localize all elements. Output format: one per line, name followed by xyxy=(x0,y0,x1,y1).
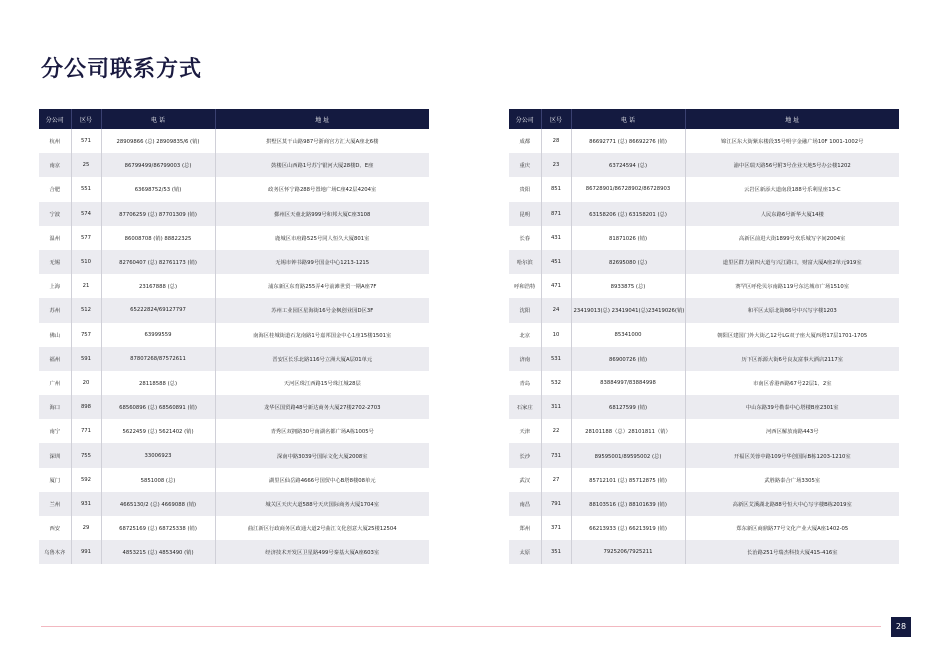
header-phone: 电 话 xyxy=(101,109,215,129)
cell-branch: 深圳 xyxy=(39,443,71,467)
cell-address: 南海区桂城街道石龙南路1号嘉邦国金中心1座15楼1501室 xyxy=(215,323,429,347)
cell-branch: 广州 xyxy=(39,371,71,395)
table-body xyxy=(509,129,899,564)
cell-address: 市南区香港西路67号22层1、2室 xyxy=(685,371,899,395)
table-row xyxy=(39,371,429,395)
cell-branch: 兰州 xyxy=(39,492,71,516)
cell-address: 赛罕区呼伦贝尔南路119号东达城市广场1510室 xyxy=(685,274,899,298)
cell-area-code: 571 xyxy=(71,129,101,153)
cell-phone: 82760407 (总) 82761173 (销) xyxy=(101,250,215,274)
cell-address: 鹿城区市府路525号同人恒久大厦801室 xyxy=(215,226,429,250)
cell-address: 和平区太原北街86号中兴写字楼1203 xyxy=(685,298,899,322)
cell-branch: 北京 xyxy=(509,323,541,347)
cell-area-code: 898 xyxy=(71,395,101,419)
cell-area-code: 731 xyxy=(541,443,571,467)
cell-area-code: 757 xyxy=(71,323,101,347)
page-number: 28 xyxy=(891,617,911,637)
cell-phone: 85341000 xyxy=(571,323,685,347)
table-row xyxy=(509,395,899,419)
cell-area-code: 20 xyxy=(71,371,101,395)
cell-phone: 83884997/83884998 xyxy=(571,371,685,395)
cell-area-code: 791 xyxy=(541,492,571,516)
cell-address: 渝中区瑞天路56号附3号企业天地5号办公楼1202 xyxy=(685,153,899,177)
cell-phone: 7925206/7925211 xyxy=(571,540,685,564)
cell-address: 晋安区长乐北路116号立洲大厦A层01单元 xyxy=(215,347,429,371)
cell-phone: 5622459 (总) 5621402 (销) xyxy=(101,419,215,443)
table-row xyxy=(39,468,429,492)
cell-address: 人民东路6号新华大厦14楼 xyxy=(685,202,899,226)
cell-branch: 青岛 xyxy=(509,371,541,395)
cell-phone: 89595001/89595002 (总) xyxy=(571,443,685,467)
cell-address: 历下区泺源大街6号良友富事大酒店2117室 xyxy=(685,347,899,371)
cell-address: 鼓楼区山西路1号苏宁银河大厦28楼D、E座 xyxy=(215,153,429,177)
table-row xyxy=(509,468,899,492)
cell-branch: 武汉 xyxy=(509,468,541,492)
cell-address: 龙华区国贸路48号新达商务大厦27楼2702-2703 xyxy=(215,395,429,419)
cell-area-code: 532 xyxy=(541,371,571,395)
table-header-row xyxy=(39,109,429,129)
cell-branch: 福州 xyxy=(39,347,71,371)
table-row xyxy=(509,274,899,298)
cell-address: 经济技术开发区卫星路499号秦基大厦A座603室 xyxy=(215,540,429,564)
cell-branch: 太原 xyxy=(509,540,541,564)
cell-branch: 温州 xyxy=(39,226,71,250)
cell-area-code: 577 xyxy=(71,226,101,250)
cell-branch: 郑州 xyxy=(509,516,541,540)
cell-area-code: 351 xyxy=(541,540,571,564)
cell-area-code: 592 xyxy=(71,468,101,492)
cell-branch: 天津 xyxy=(509,419,541,443)
cell-area-code: 24 xyxy=(541,298,571,322)
cell-phone: 63724594 (总) xyxy=(571,153,685,177)
table-row xyxy=(39,419,429,443)
cell-phone: 63698752/53 (销) xyxy=(101,177,215,201)
table-row xyxy=(509,202,899,226)
cell-branch: 长春 xyxy=(509,226,541,250)
cell-branch: 上海 xyxy=(39,274,71,298)
table-row xyxy=(39,274,429,298)
cell-phone: 4853215 (总) 4853490 (销) xyxy=(101,540,215,564)
table-row xyxy=(39,298,429,322)
table-row xyxy=(509,419,899,443)
cell-phone: 68560896 (总) 68560891 (销) xyxy=(101,395,215,419)
header-area-code: 区号 xyxy=(541,109,571,129)
cell-phone: 63158206 (总) 63158201 (总) xyxy=(571,202,685,226)
table-row xyxy=(509,516,899,540)
table-row xyxy=(39,516,429,540)
table-row xyxy=(39,395,429,419)
cell-area-code: 851 xyxy=(541,177,571,201)
cell-branch: 佛山 xyxy=(39,323,71,347)
table-row xyxy=(39,347,429,371)
cell-phone: 88103516 (总) 88101639 (销) xyxy=(571,492,685,516)
cell-area-code: 591 xyxy=(71,347,101,371)
cell-phone: 85712101 (总) 85712875 (销) xyxy=(571,468,685,492)
cell-phone: 23419013(总) 23419041(总)23419026(销) xyxy=(571,298,685,322)
cell-address: 城关区天庆大道588号天庆国际商务大厦1704室 xyxy=(215,492,429,516)
cell-address: 鄞州区天童北路999号和邦大厦C座3108 xyxy=(215,202,429,226)
cell-phone: 28118588 (总) xyxy=(101,371,215,395)
table-row xyxy=(39,226,429,250)
cell-area-code: 551 xyxy=(71,177,101,201)
cell-area-code: 25 xyxy=(71,153,101,177)
cell-phone: 66213933 (总) 66213919 (销) xyxy=(571,516,685,540)
cell-address: 朝阳区建国门外大街乙12号LG双子座大厦西塔17层1701-1705 xyxy=(685,323,899,347)
cell-area-code: 471 xyxy=(541,274,571,298)
cell-branch: 昆明 xyxy=(509,202,541,226)
cell-branch: 合肥 xyxy=(39,177,71,201)
cell-area-code: 311 xyxy=(541,395,571,419)
cell-branch: 呼和浩特 xyxy=(509,274,541,298)
footer-divider xyxy=(41,626,881,627)
table-body xyxy=(39,129,429,564)
table-row xyxy=(39,323,429,347)
cell-address: 深南中路3039号国际文化大厦2008室 xyxy=(215,443,429,467)
cell-address: 云岩区新添大道南段188号乐利星座13-C xyxy=(685,177,899,201)
cell-phone: 82695080 (总) xyxy=(571,250,685,274)
cell-address: 高新区艾溪湖北路88号恒大中心写字楼B栋2019室 xyxy=(685,492,899,516)
cell-address: 曲江新区行政商务区政通大道2号曲江文化创意大厦25楼12504 xyxy=(215,516,429,540)
cell-area-code: 871 xyxy=(541,202,571,226)
cell-branch: 石家庄 xyxy=(509,395,541,419)
cell-area-code: 512 xyxy=(71,298,101,322)
cell-address: 政务区怀宁路288号置地广场C座42层4204室 xyxy=(215,177,429,201)
cell-phone: 28909866 (总) 28909835/6 (销) xyxy=(101,129,215,153)
cell-area-code: 451 xyxy=(541,250,571,274)
header-branch: 分公司 xyxy=(509,109,541,129)
table-row xyxy=(509,492,899,516)
cell-address: 浦东新区东育路255弄4号前滩世贸一期A座7F xyxy=(215,274,429,298)
cell-branch: 哈尔滨 xyxy=(509,250,541,274)
cell-branch: 厦门 xyxy=(39,468,71,492)
cell-phone: 86728901/86728902/86728903 xyxy=(571,177,685,201)
cell-address: 苏州工业园区星海街16号金枫创业园D区3F xyxy=(215,298,429,322)
cell-area-code: 29 xyxy=(71,516,101,540)
cell-phone: 5851008 (总) xyxy=(101,468,215,492)
cell-address: 高新区前进大街1899号欢乐城写字间2004室 xyxy=(685,226,899,250)
cell-branch: 重庆 xyxy=(509,153,541,177)
cell-phone: 23167888 (总) xyxy=(101,274,215,298)
page-title: 分公司联系方式 xyxy=(41,57,203,82)
table-row xyxy=(39,129,429,153)
cell-branch: 沈阳 xyxy=(509,298,541,322)
cell-area-code: 10 xyxy=(541,323,571,347)
cell-area-code: 531 xyxy=(541,347,571,371)
table-row xyxy=(39,540,429,564)
cell-branch: 南宁 xyxy=(39,419,71,443)
cell-phone: 8933875 (总) xyxy=(571,274,685,298)
cell-address: 中山东路39号勒泰中心塔楼B座2301室 xyxy=(685,395,899,419)
table-row xyxy=(39,492,429,516)
table-row xyxy=(509,347,899,371)
header-address: 地 址 xyxy=(215,109,429,129)
table-row xyxy=(509,226,899,250)
cell-address: 郑东新区商鼎路77号文化产业大厦A座1402-05 xyxy=(685,516,899,540)
table-row xyxy=(509,540,899,564)
cell-branch: 济南 xyxy=(509,347,541,371)
cell-phone: 86692771 (总) 86692276 (销) xyxy=(571,129,685,153)
table-row xyxy=(509,250,899,274)
cell-phone: 87706259 (总) 87701309 (销) xyxy=(101,202,215,226)
cell-address: 无锡市钟书路99号国金中心1213-1215 xyxy=(215,250,429,274)
cell-address: 武胜路泰合广场3305室 xyxy=(685,468,899,492)
cell-phone: 86799499/86799003 (总) xyxy=(101,153,215,177)
header-branch: 分公司 xyxy=(39,109,71,129)
table-row xyxy=(509,443,899,467)
table-header-row xyxy=(509,109,899,129)
header-area-code: 区号 xyxy=(71,109,101,129)
cell-address: 青秀区双拥路30号南湖名都广场A栋1005号 xyxy=(215,419,429,443)
cell-branch: 乌鲁木齐 xyxy=(39,540,71,564)
cell-address: 道里区群力第四大道与兴江路口，财富大厦A座2单元919室 xyxy=(685,250,899,274)
cell-address: 河西区解放南路443号 xyxy=(685,419,899,443)
cell-branch: 西安 xyxy=(39,516,71,540)
cell-phone: 65222824/69127797 xyxy=(101,298,215,322)
cell-phone: 68725169 (总) 68725338 (销) xyxy=(101,516,215,540)
cell-branch: 南京 xyxy=(39,153,71,177)
branch-contacts-table-right xyxy=(509,109,899,564)
cell-address: 湖里区仙岳路4666号国贸中心B塔8楼08单元 xyxy=(215,468,429,492)
cell-branch: 海口 xyxy=(39,395,71,419)
table-row xyxy=(39,250,429,274)
cell-address: 开福区芙蓉中路109号华创国际B栋1203-1210室 xyxy=(685,443,899,467)
cell-phone: 63999559 xyxy=(101,323,215,347)
table-row xyxy=(39,443,429,467)
cell-branch: 无锡 xyxy=(39,250,71,274)
header-address: 地 址 xyxy=(685,109,899,129)
cell-area-code: 23 xyxy=(541,153,571,177)
cell-area-code: 755 xyxy=(71,443,101,467)
cell-area-code: 510 xyxy=(71,250,101,274)
cell-area-code: 771 xyxy=(71,419,101,443)
cell-phone: 81871026 (销) xyxy=(571,226,685,250)
cell-area-code: 431 xyxy=(541,226,571,250)
cell-phone: 28101188（总）28101811（销） xyxy=(571,419,685,443)
table-row xyxy=(509,177,899,201)
cell-branch: 杭州 xyxy=(39,129,71,153)
table-row xyxy=(509,298,899,322)
branch-contacts-table-left xyxy=(39,109,429,564)
table-row xyxy=(39,202,429,226)
cell-area-code: 574 xyxy=(71,202,101,226)
cell-phone: 87807268/87572611 xyxy=(101,347,215,371)
table-row xyxy=(39,153,429,177)
cell-area-code: 21 xyxy=(71,274,101,298)
cell-branch: 宁波 xyxy=(39,202,71,226)
cell-phone: 33006923 xyxy=(101,443,215,467)
table-row xyxy=(509,153,899,177)
cell-area-code: 931 xyxy=(71,492,101,516)
cell-branch: 苏州 xyxy=(39,298,71,322)
table-row xyxy=(509,129,899,153)
cell-phone: 86900726 (销) xyxy=(571,347,685,371)
cell-address: 拱墅区莫干山路987号浙商宫方汇大厦A座北6楼 xyxy=(215,129,429,153)
cell-address: 天河区珠江西路15号珠江城28层 xyxy=(215,371,429,395)
header-phone: 电 话 xyxy=(571,109,685,129)
cell-phone: 86008708 (销) 88822325 xyxy=(101,226,215,250)
cell-branch: 贵阳 xyxy=(509,177,541,201)
cell-phone: 68127599 (销) xyxy=(571,395,685,419)
cell-area-code: 371 xyxy=(541,516,571,540)
table-row xyxy=(39,177,429,201)
cell-area-code: 22 xyxy=(541,419,571,443)
cell-area-code: 28 xyxy=(541,129,571,153)
cell-area-code: 991 xyxy=(71,540,101,564)
cell-address: 长治路251号瑞杰科技大厦415-416室 xyxy=(685,540,899,564)
cell-branch: 成都 xyxy=(509,129,541,153)
cell-address: 锦江区东大街紫东楼段35号明宇金融广场10F 1001-1002号 xyxy=(685,129,899,153)
cell-area-code: 27 xyxy=(541,468,571,492)
cell-branch: 长沙 xyxy=(509,443,541,467)
cell-phone: 4665130/2 (总) 4669088 (销) xyxy=(101,492,215,516)
cell-branch: 南昌 xyxy=(509,492,541,516)
table-row xyxy=(509,371,899,395)
table-row xyxy=(509,323,899,347)
